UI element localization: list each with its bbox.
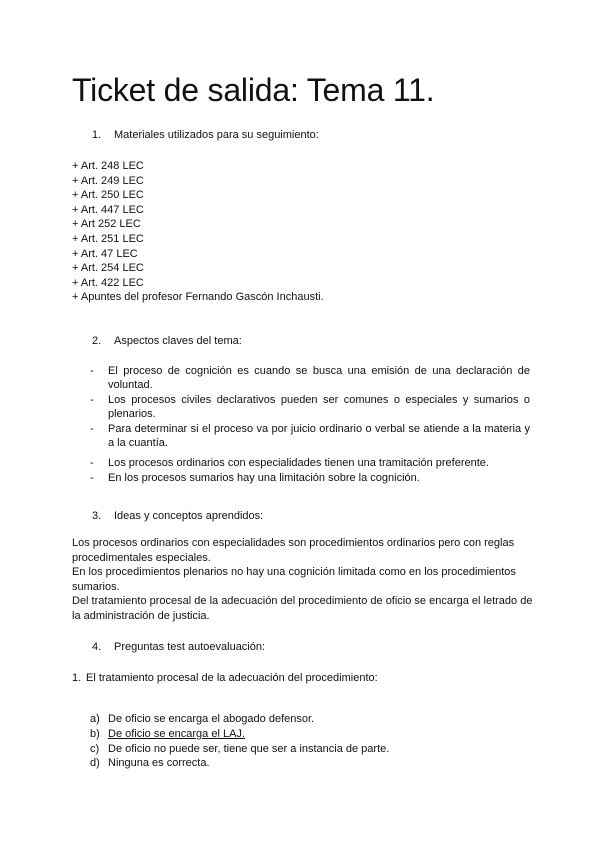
list-item: - El proceso de cognición es cuando se busca una emisión de una declaración de voluntad. [90, 365, 530, 392]
answer-option-c: c) De oficio no puede ser, tiene que ser a instancia de parte. [90, 742, 390, 755]
list-item-text: En los procesos sumarios hay una limitación sobre la cognición. [108, 471, 420, 484]
paragraph: Del tratamiento procesal de la adecuación del procedimiento de oficio se encarga el letrado de la administración de justicia. [72, 595, 533, 622]
list-item: + Art. 249 LEC [72, 174, 144, 187]
section-3-number: 3. [92, 510, 102, 522]
paragraph: En los procedimientos plenarios no hay una cognición limitada como en los procedimientos sumarios. [72, 566, 516, 593]
list-item: + Art. 47 LEC [72, 247, 138, 260]
section-4-title: Preguntas test autoevaluación: [114, 641, 266, 653]
section-2-heading [92, 334, 242, 348]
section-2-title: Aspectos claves del tema: [114, 335, 242, 347]
answer-option-b: b) De oficio se encarga el LAJ. [90, 727, 245, 740]
section-2-number: 2. [92, 335, 102, 347]
list-item: + Art. 248 LEC [72, 160, 144, 172]
list-item: + Art 252 LEC [72, 218, 141, 231]
answer-option-a: a) De oficio se encarga el abogado defensor. [90, 713, 315, 725]
list-item: + Art. 422 LEC [72, 276, 144, 289]
paragraph: Los procesos ordinarios con especialidades son procedimientos ordinarios pero con reglas procedimentales especiales. [72, 537, 515, 564]
list-item-text: Los procesos ordinarios con especialidades tienen una tramitación preferente. [108, 457, 489, 470]
section-1-heading [92, 128, 319, 142]
materials-list [72, 159, 324, 305]
section-4-number: 4. [92, 641, 102, 653]
list-item: + Art. 447 LEC [72, 203, 144, 216]
list-item-text: Los procesos civiles declarativos pueden ser comunes o especiales y sumarios o plenarios. [108, 393, 530, 421]
list-item: - Para determinar si el proceso va por juicio ordinario o verbal se atiende a la materia y a la cuantía. [90, 422, 530, 450]
answer-option-d: d) Ninguna es correcta. [90, 757, 210, 770]
section-4-heading [92, 640, 265, 654]
list-item: - Los procesos civiles declarativos pueden ser comunes o especiales y sumarios o plenarios. [90, 393, 530, 421]
question-number: 1. [72, 672, 82, 684]
question-1 [72, 671, 378, 685]
section-3-heading [92, 509, 263, 523]
list-item: + Art. 250 LEC [72, 189, 144, 202]
learned-ideas [72, 536, 542, 624]
list-item: + Art. 254 LEC [72, 262, 144, 275]
list-item: + Apuntes del profesor Fernando Gascón Inchausti. [72, 291, 324, 304]
list-item: - En los procesos sumarios hay una limitación sobre la cognición. [90, 471, 420, 484]
section-3-title: Ideas y conceptos aprendidos: [114, 510, 264, 522]
page-title: Ticket de salida: Tema 11. [72, 72, 435, 108]
section-1-number: 1. [92, 129, 102, 141]
question-text: El tratamiento procesal de la adecuación del procedimiento: [86, 672, 378, 684]
section-1-title: Materiales utilizados para su seguimiento: [114, 129, 319, 141]
list-item-text: El proceso de cognición es cuando se busca una emisión de una declaración de voluntad. [108, 365, 530, 392]
list-item: - Los procesos ordinarios con especialidades tienen una tramitación preferente. [90, 457, 489, 470]
list-item-text: Para determinar si el proceso va por juicio ordinario o verbal se atiende a la materia y a la cuantía. [108, 422, 530, 450]
list-item: + Art. 251 LEC [72, 232, 144, 245]
answer-options [90, 712, 389, 771]
key-aspects-list [90, 364, 530, 485]
